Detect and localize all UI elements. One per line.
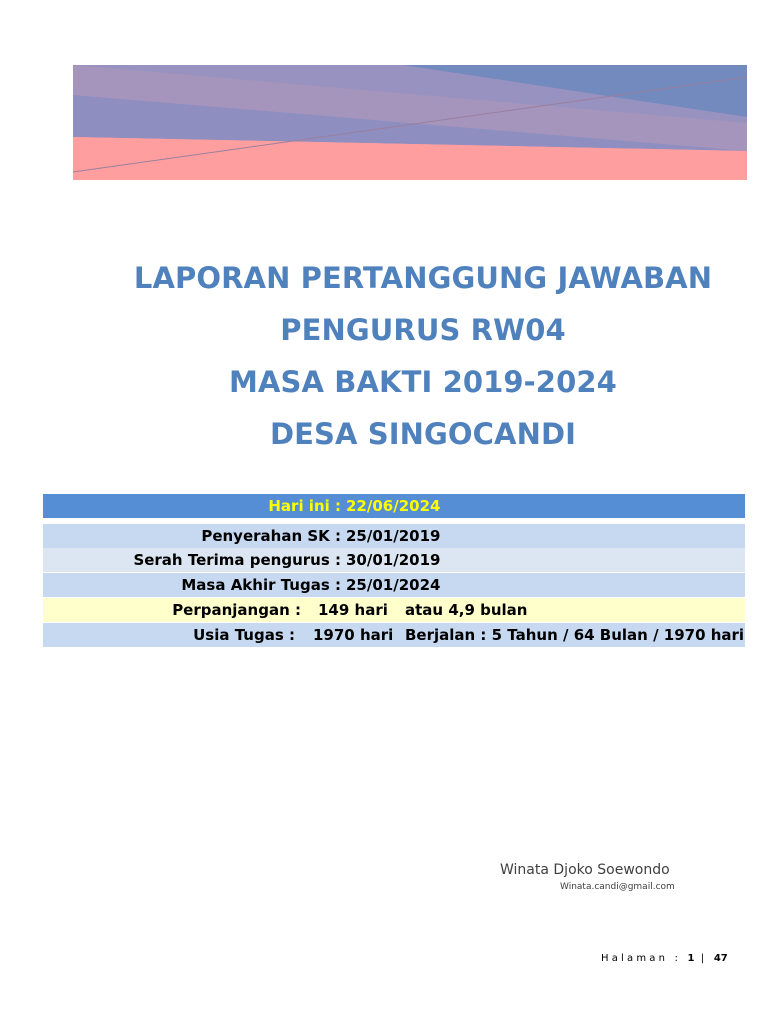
page-current: 1 [687,953,695,964]
page-separator: | [700,953,708,964]
row-extension [43,598,745,622]
age-running: Berjalan : 5 Tahun / 64 Bulan / 1970 hari [405,626,745,644]
sk-label: Penyerahan SK : [201,527,341,545]
row-sk [43,524,745,548]
row-end [43,573,745,597]
row-today [43,494,745,518]
today-value: 22/06/2024 [346,497,441,515]
title-line-1: LAPORAN PERTANGGUNG JAWABAN [133,261,713,295]
page-total: 47 [713,953,728,964]
report-title [0,252,768,460]
title-line-4: DESA SINGOCANDI [269,417,577,451]
author-name: Winata Djoko Soewondo [500,862,670,878]
extension-months: atau 4,9 bulan [405,601,528,619]
row-age [43,623,745,647]
sk-value: 25/01/2019 [346,527,441,545]
age-label: Usia Tugas : [193,626,295,644]
extension-days: 149 hari [318,601,388,619]
end-label: Masa Akhir Tugas : [181,576,341,594]
row-handover [43,548,745,572]
author-email: Winata.candi@gmail.com [560,882,675,892]
handover-value: 30/01/2019 [346,551,441,569]
title-line-3: MASA BAKTI 2019-2024 [229,365,617,399]
today-label: Hari ini : [268,497,341,515]
end-value: 25/01/2024 [346,576,441,594]
page-footer [601,953,728,964]
age-days: 1970 hari [313,626,394,644]
extension-label: Perpanjangan : [172,601,301,619]
handover-label: Serah Terima pengurus : [133,551,341,569]
header-banner [73,65,747,180]
page-label: Halaman : [601,953,682,964]
title-line-2: PENGURUS RW04 [280,313,566,347]
